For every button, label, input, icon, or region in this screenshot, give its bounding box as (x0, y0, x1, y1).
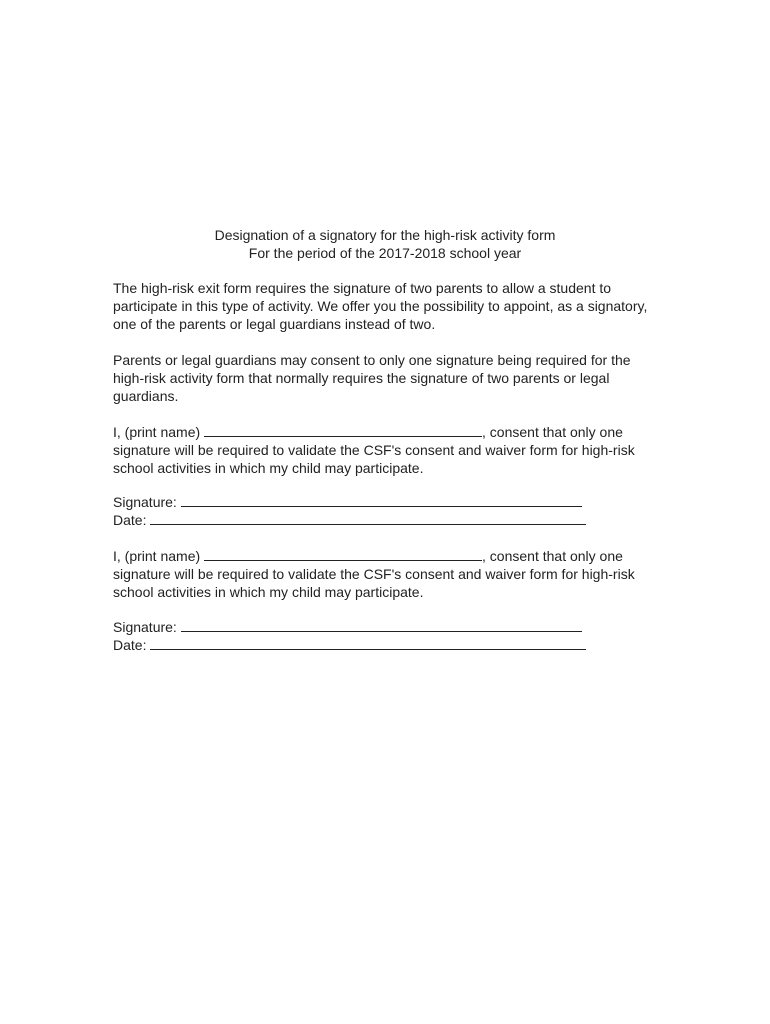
form-title-line-2: For the period of the 2017-2018 school year (248, 245, 522, 261)
consent-statement-2 (113, 547, 663, 601)
date-field-1[interactable] (150, 511, 586, 525)
intro-text: The high-risk exit form requires the signature of two parents to allow a student to participate in this type of activity. We offer you the possibility to appoint, as a signatory, one of the parents or legal guardians instead of two. (113, 280, 648, 332)
print-name-label-1: I, (print name) (113, 424, 201, 440)
consent-text-2: , consent that only one signature will be required to validate the CSF's consent and waiver form for high-risk school activities in which my child may participate. (113, 548, 635, 600)
print-name-field-2[interactable] (204, 547, 482, 561)
date-field-2[interactable] (150, 636, 586, 650)
signature-label-1: Signature: (113, 494, 177, 510)
signature-row-2 (113, 618, 663, 636)
consent-note-paragraph (113, 351, 663, 405)
form-title (0, 226, 770, 262)
date-row-2 (113, 636, 663, 654)
signature-field-1[interactable] (181, 493, 582, 507)
print-name-field-1[interactable] (204, 423, 482, 437)
signature-field-2[interactable] (181, 618, 582, 632)
intro-paragraph (113, 279, 663, 333)
signature-row-1 (113, 493, 663, 511)
consent-text-1: , consent that only one signature will be required to validate the CSF's consent and waiver form for high-risk school activities in which my child may participate. (113, 424, 635, 476)
form-title-line-1: Designation of a signatory for the high-risk activity form (214, 227, 556, 243)
print-name-label-2: I, (print name) (113, 548, 201, 564)
consent-note-text: Parents or legal guardians may consent to only one signature being required for the high-risk activity form that normally requires the signature of two parents or legal guardians. (113, 352, 631, 404)
date-label-1: Date: (113, 512, 147, 528)
signature-label-2: Signature: (113, 619, 177, 635)
date-label-2: Date: (113, 637, 147, 653)
consent-statement-1 (113, 423, 663, 477)
date-row-1 (113, 511, 663, 529)
